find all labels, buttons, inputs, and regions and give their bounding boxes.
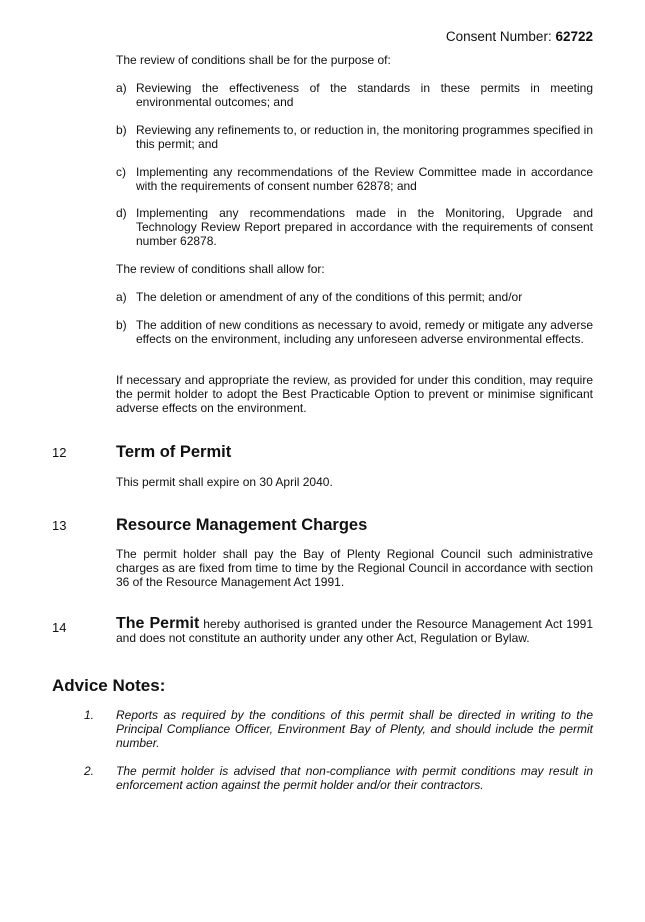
advice-note-label: 1. xyxy=(84,708,95,722)
review-intro: The review of conditions shall be for the purpose of: xyxy=(116,53,391,67)
allowance-text: The deletion or amendment of any of the conditions of this permit; and/or xyxy=(136,290,523,304)
consent-number: 62722 xyxy=(555,29,593,44)
section-13-heading: Resource Management Charges xyxy=(116,516,368,534)
allow-intro: The review of conditions shall allow for: xyxy=(116,262,325,276)
section-13-number: 13 xyxy=(52,518,67,533)
advice-note-2 xyxy=(84,764,593,792)
purpose-label: c) xyxy=(116,165,126,179)
allowance-item-a xyxy=(116,290,593,304)
advice-note-label: 2. xyxy=(84,764,95,778)
section-14-text xyxy=(116,617,593,645)
section-12-heading: Term of Permit xyxy=(116,443,232,461)
purpose-label: d) xyxy=(116,206,127,220)
allowance-text: The addition of new conditions as necessary to avoid, remedy or mitigate any adverse effects on the environment, including any unforeseen adverse environmental effects. xyxy=(136,318,593,346)
purpose-text: Reviewing the effectiveness of the standards in these permits in meeting environmental outcomes; and xyxy=(136,81,593,109)
section-12-number: 12 xyxy=(52,445,67,460)
review-closing: If necessary and appropriate the review, as provided for under this condition, may require the permit holder to adopt the Best Practicable Option to prevent or minimise significant adverse effects on the environment. xyxy=(116,373,593,415)
allowance-item-b xyxy=(116,318,593,346)
advice-note-1 xyxy=(84,708,593,750)
section-12-text: This permit shall expire on 30 April 2040. xyxy=(116,475,333,489)
advice-note-text: Reports as required by the conditions of this permit shall be directed in writing to the Principal Compliance Officer, Environment Bay of Plenty, and should include the permit number. xyxy=(116,708,593,750)
advice-notes-heading: Advice Notes: xyxy=(52,676,166,695)
purpose-label: a) xyxy=(116,81,127,95)
purpose-item-a xyxy=(116,81,593,109)
purpose-text: Reviewing any refinements to, or reduction in, the monitoring programmes specified in this permit; and xyxy=(136,123,593,151)
purpose-item-c xyxy=(116,165,593,193)
allowance-label: a) xyxy=(116,290,127,304)
purpose-text: Implementing any recommendations of the Review Committee made in accordance with the requirements of consent number 62878; and xyxy=(136,165,593,193)
advice-note-text: The permit holder is advised that non-compliance with permit conditions may result in enforcement action against the permit holder and/or their contractors. xyxy=(116,764,593,792)
section-13-text: The permit holder shall pay the Bay of Plenty Regional Council such administrative charges as are fixed from time to time by the Regional Council in accordance with section 36 of the Resource Management Act 1991. xyxy=(116,547,593,589)
section-14-body: hereby authorised is granted under the Resource Management Act 1991 and does not constitute an authority under any other Act, Regulation or Bylaw. xyxy=(116,617,594,645)
purpose-item-b xyxy=(116,123,593,151)
purpose-item-d xyxy=(116,206,593,248)
allowance-label: b) xyxy=(116,318,127,332)
consent-number-header xyxy=(446,29,593,45)
purpose-label: b) xyxy=(116,123,127,137)
section-14-lead: The Permit xyxy=(116,615,200,632)
section-14-number: 14 xyxy=(52,620,67,635)
purpose-text: Implementing any recommendations made in the Monitoring, Upgrade and Technology Review Report prepared in accordance with the requirements of consent number 62878. xyxy=(136,206,593,248)
consent-label: Consent Number: xyxy=(445,29,556,44)
